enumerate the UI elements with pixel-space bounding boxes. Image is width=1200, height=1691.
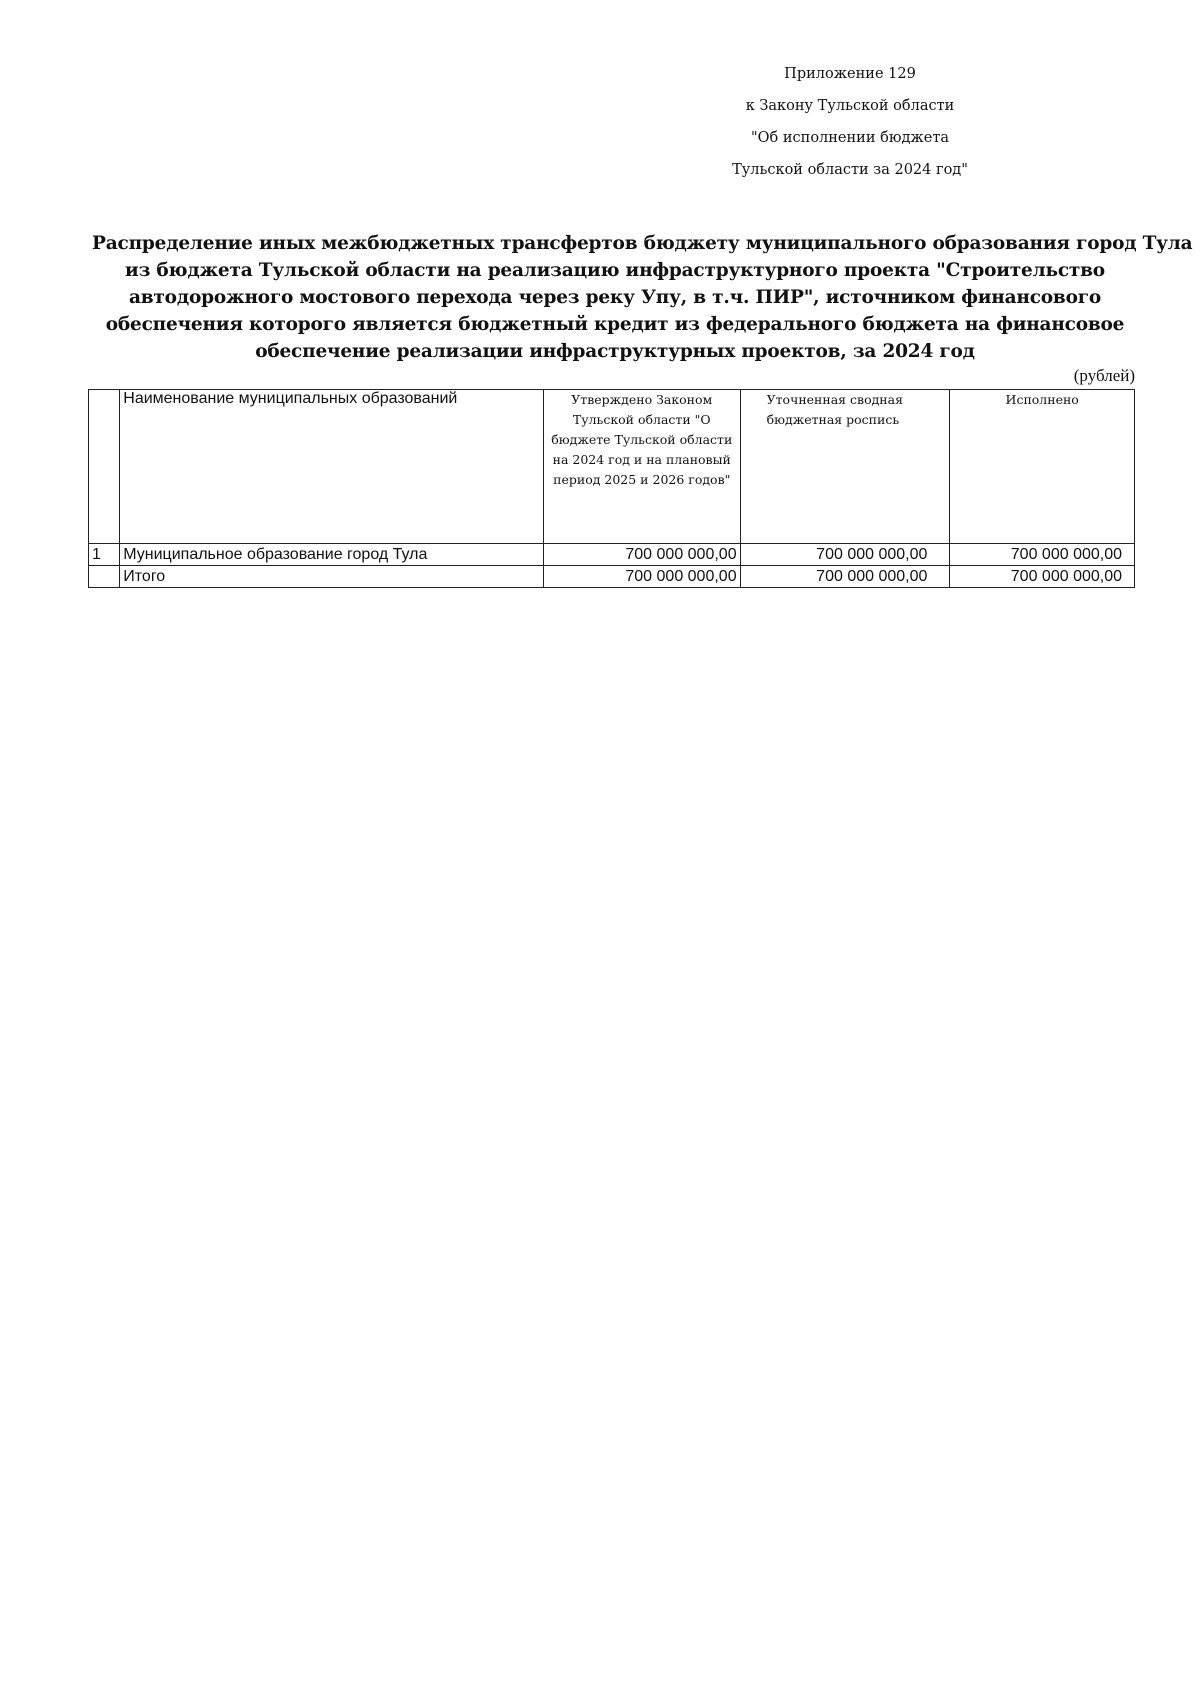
header-approved-line: на 2024 год и на плановый xyxy=(552,452,731,467)
appendix-number: Приложение 129 xyxy=(784,66,916,82)
appendix-law-title-line-2: Тульской области за 2024 год" xyxy=(732,162,968,178)
header-name-cell: Наименование муниципальных образований xyxy=(120,390,544,544)
header-executed-cell: Исполнено xyxy=(950,390,1135,544)
row-refined-value: 700 000 000,00 xyxy=(740,544,950,566)
row-name: Муниципальное образование город Тула xyxy=(120,544,544,566)
appendix-law-title-line-1: "Об исполнении бюджета xyxy=(750,130,949,146)
title-line-3: автодорожного мостового перехода через реку Упу, в т.ч. ПИР", источником финансового xyxy=(128,287,1102,308)
header-refined-line: бюджетная роспись xyxy=(766,412,900,427)
units-label: (рублей) xyxy=(1073,366,1135,385)
header-refined-cell xyxy=(740,390,950,544)
table-row xyxy=(89,544,1135,566)
appendix-law-line: к Закону Тульской области xyxy=(745,98,955,114)
total-approved-value: 700 000 000,00 xyxy=(543,566,740,588)
transfers-table xyxy=(88,389,1135,588)
title-line-1: Распределение иных межбюджетных трансфертов бюджету муниципального образования город Тула xyxy=(92,233,1193,254)
row-approved-value: 700 000 000,00 xyxy=(543,544,740,566)
title-line-2: из бюджета Тульской области на реализацию инфраструктурного проекта "Строительство xyxy=(125,260,1105,281)
title-line-4: обеспечения которого является бюджетный кредит из федерального бюджета на финансовое xyxy=(105,314,1125,335)
table-header-row xyxy=(89,390,1135,544)
header-approved-line: бюджете Тульской области xyxy=(551,432,733,447)
total-refined-value: 700 000 000,00 xyxy=(740,566,950,588)
table-total-row xyxy=(89,566,1135,588)
title-line-5: обеспечение реализации инфраструктурных проектов, за 2024 год xyxy=(255,341,975,362)
header-number-cell xyxy=(89,390,120,544)
row-number: 1 xyxy=(89,544,120,566)
header-approved-line: период 2025 и 2026 годов" xyxy=(553,472,731,487)
header-approved-cell xyxy=(543,390,740,544)
total-name: Итого xyxy=(120,566,544,588)
total-number xyxy=(89,566,120,588)
row-executed-value: 700 000 000,00 xyxy=(950,544,1135,566)
document-title xyxy=(92,230,1193,365)
header-refined-line: Уточненная сводная xyxy=(766,392,903,407)
appendix-reference xyxy=(700,58,1000,186)
header-approved-line: Утверждено Законом xyxy=(571,392,713,407)
header-approved-line: Тульской области "О xyxy=(572,412,711,427)
total-executed-value: 700 000 000,00 xyxy=(950,566,1135,588)
